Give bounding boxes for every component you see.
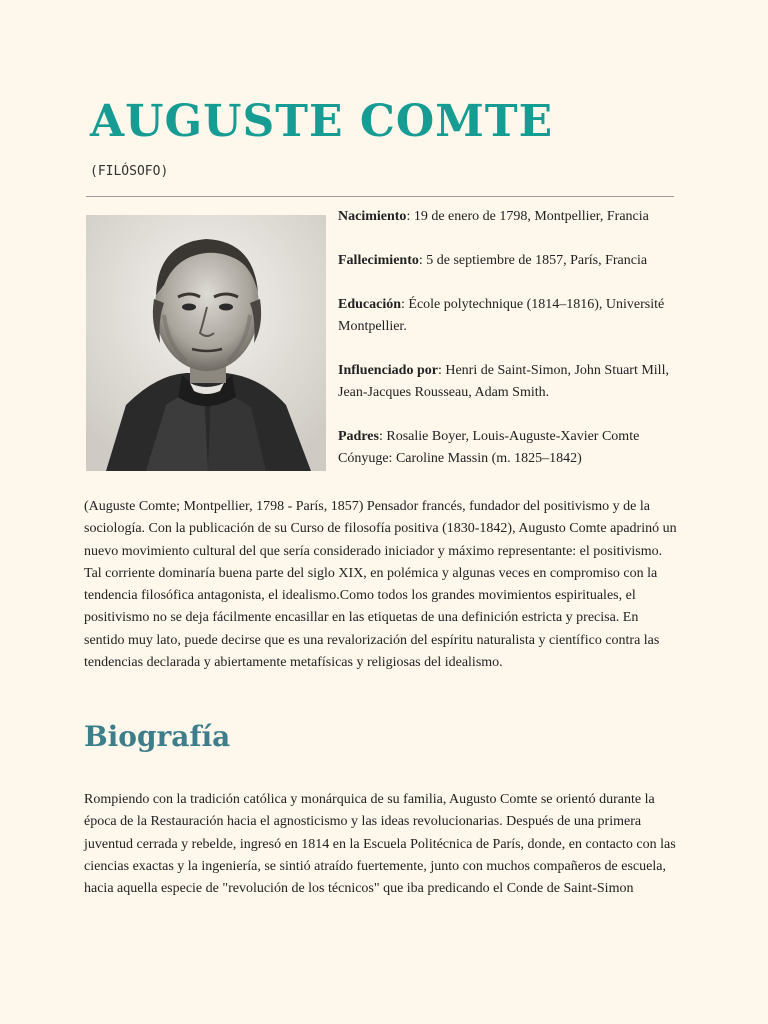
fact-label: Fallecimiento (338, 253, 419, 268)
fact-label: Educación (338, 297, 402, 312)
fact-label: Nacimiento (338, 209, 407, 224)
page-subtitle: (FILÓSOFO) (90, 164, 169, 179)
intro-paragraph: (Auguste Comte; Montpellier, 1798 - París, 1857) Pensador francés, fundador del positivismo y de la sociología. Con la publicación de su Curso de filosofía positiva (1830-1842), Augusto Comte apadrinó un nuevo movimiento cultural del que sería considerado iniciador y máximo representante: el positivismo. Tal corriente dominaría buena parte del siglo XIX, en polémica y algunas veces en compromiso con la tendencia filosófica antagonista, el idealismo.Como todos los grandes movimientos espirituales, el positivismo no se deja fácilmente encasillar en las etiquetas de una definición estricta y precisa. En sentido muy lato, puede decirse que es una revalorización del espíritu naturalista y científico contra las tendencias declarada y abiertamente metafísicas y religiosas del idealismo. (84, 499, 677, 671)
fact-death (338, 250, 683, 272)
page-title: AUGUSTE COMTE (90, 96, 554, 147)
fact-parents (338, 426, 683, 470)
fact-value: : Rosalie Boyer, Louis-Auguste-Xavier Comte (378, 429, 640, 444)
portrait-illustration (86, 215, 326, 471)
biography-heading: Biografía (84, 720, 231, 753)
fact-spouse: Cónyuge: Caroline Massin (m. 1825–1842) (338, 451, 582, 466)
fact-education (338, 294, 683, 338)
fact-influences (338, 360, 683, 404)
fact-value: : 5 de septiembre de 1857, París, Francia (418, 253, 648, 268)
fact-label: Influenciado por (338, 363, 438, 378)
fact-birth (338, 206, 683, 228)
fact-value: : Henri de Saint-Simon, John Stuart Mill, Jean-Jacques Rousseau, Adam Smith. (338, 363, 669, 400)
title-divider (86, 196, 674, 197)
fact-value: : 19 de enero de 1798, Montpellier, Francia (406, 209, 649, 224)
facts-list (338, 206, 683, 492)
fact-value: : École polytechnique (1814–1816), Université Montpellier. (338, 297, 665, 334)
fact-label: Padres (338, 429, 379, 444)
biography-paragraph: Rompiendo con la tradición católica y monárquica de su familia, Augusto Comte se orientó durante la época de la Restauración hacia el agnosticismo y las ideas revolucionarias. Después de una primera juventud cerrada y rebelde, ingresó en 1814 en la Escuela Politécnica de París, donde, en contacto con las ciencias exactas y la ingeniería, se sintió atraído fuertemente, junto con muchos compañeros de escuela, hacia aquella especie de "revolución de los técnicos" que iba predicando el Conde de Saint-Simon (84, 792, 676, 897)
portrait-image (86, 215, 326, 471)
